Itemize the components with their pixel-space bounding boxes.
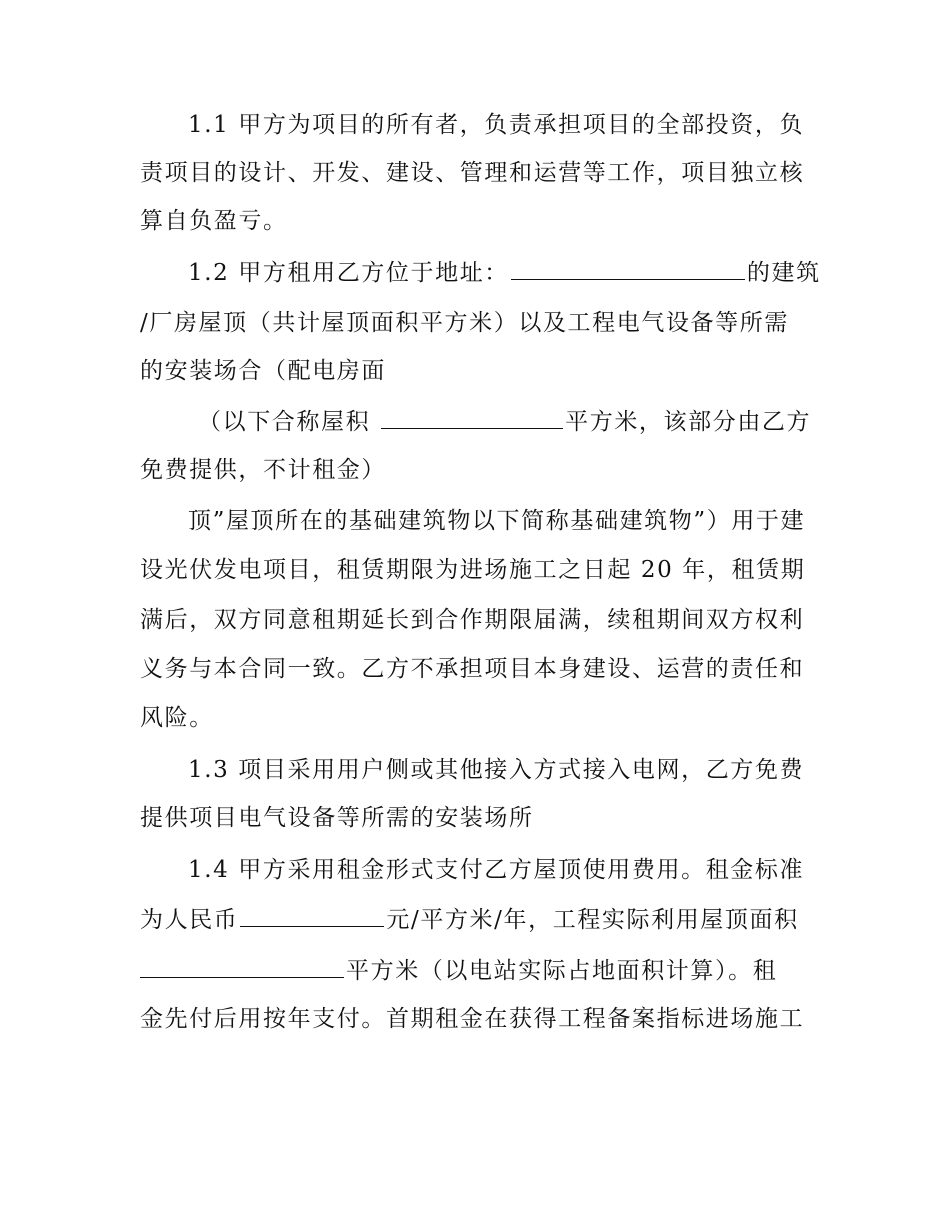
clause-1-2-line-1 bbox=[188, 257, 858, 288]
clause-1-1-line-2: 责项目的设计、开发、建设、管理和运营等工作，项目独立核 bbox=[140, 160, 805, 186]
clause-1-1-line-1: 1.1 甲方为项目的所有者，负责承担项目的全部投资，负 bbox=[188, 112, 805, 138]
clause-lease-line-5: 风险。 bbox=[140, 705, 214, 731]
clause-1-3-line-1: 1.3 项目采用用户侧或其他接入方式接入电网，乙方免费 bbox=[188, 757, 805, 783]
clause-lease-line-4: 义务与本合同一致。乙方不承担项目本身建设、运营的责任和 bbox=[140, 656, 805, 682]
clause-1-2-line-2: /厂房屋顶（共计屋顶面积平方米）以及工程电气设备等所需 bbox=[140, 310, 789, 336]
clause-1-4-line-4: 金先付后用按年支付。首期租金在获得工程备案指标进场施工 bbox=[140, 1006, 805, 1032]
clause-1-4-line-2 bbox=[140, 904, 810, 935]
address-blank-field bbox=[511, 257, 745, 280]
clause-area-line-2: 免费提供，不计租金） bbox=[140, 457, 386, 483]
clause-area-line-1 bbox=[198, 406, 868, 437]
clause-lease-line-1: 顶”屋顶所在的基础建筑物以下简称基础建筑物”）用于建 bbox=[188, 508, 806, 534]
rent-rate-blank-field bbox=[240, 904, 384, 927]
clause-1-2-line-3: 的安装场合（配电房面 bbox=[140, 358, 386, 384]
clause-1-4-text-c: 平方米（以电站实际占地面积计算）。租 bbox=[346, 958, 778, 984]
clause-1-4-line-3 bbox=[140, 955, 810, 986]
clause-1-2-text-a: 1.2 甲方租用乙方位于地址： bbox=[188, 260, 509, 286]
clause-1-3-line-2: 提供项目电气设备等所需的安装场所 bbox=[140, 805, 534, 831]
area-blank-field bbox=[381, 406, 563, 429]
clause-1-4-text-b: 元/平方米/年，工程实际利用屋顶面积 bbox=[386, 907, 799, 933]
clause-lease-line-3: 满后，双方同意租期延长到合作期限届满，续租期间双方权利 bbox=[140, 607, 805, 633]
clause-1-1-line-3: 算自负盈亏。 bbox=[140, 208, 288, 234]
clause-area-text-a: （以下合称屋积 bbox=[198, 409, 380, 435]
clause-1-2-text-b: 的建筑 bbox=[746, 260, 821, 286]
clause-lease-line-2: 设光伏发电项目，租赁期限为进场施工之日起 20 年，租赁期 bbox=[140, 557, 806, 583]
used-area-blank-field bbox=[140, 955, 344, 978]
clause-1-4-text-a: 为人民币 bbox=[140, 907, 239, 933]
clause-1-4-line-1: 1.4 甲方采用租金形式支付乙方屋顶使用费用。租金标准 bbox=[188, 857, 805, 883]
clause-area-text-b: 平方米，该部分由乙方 bbox=[565, 409, 812, 435]
